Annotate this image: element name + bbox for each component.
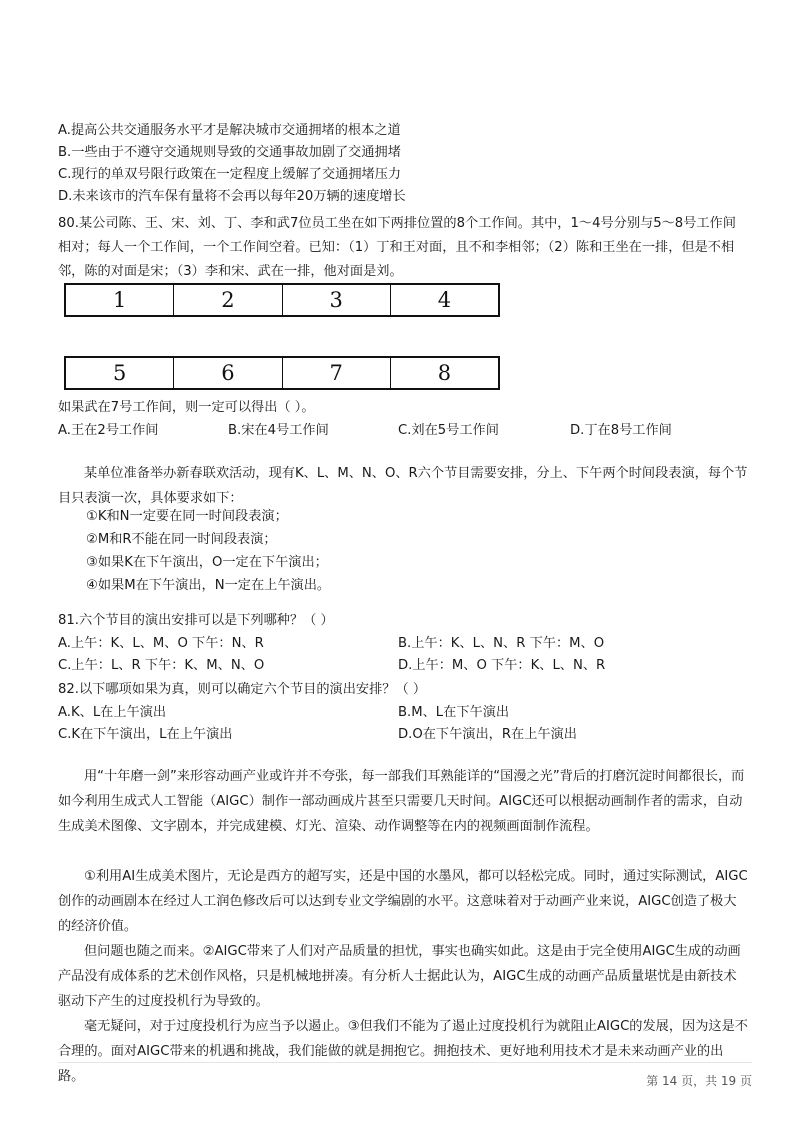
seat-cell: 2 xyxy=(174,285,282,315)
q80-option-c: C.刘在5号工作间 xyxy=(398,423,499,438)
seat-cell: 5 xyxy=(66,358,174,388)
seat-cell: 4 xyxy=(437,288,452,312)
q82-stem: 82.以下哪项如果为真，则可以确定六个节目的演出安排？（ ） xyxy=(58,682,427,697)
passage2-rule-3: ③如果K在下午演出，O一定在下午演出； xyxy=(86,555,328,570)
q81-option-d: D.上午：M、O 下午：K、L、N、R xyxy=(398,658,606,673)
q79-option-a: A.提高公共交通服务水平才是解决城市交通拥堵的根本之道 xyxy=(58,123,401,138)
seat-cell: 3 xyxy=(283,285,391,315)
q80-option-d: D.丁在8号工作间 xyxy=(570,423,672,438)
passage2-intro: 某单位准备举办新春联欢活动，现有K、L、M、N、O、R六个节目需要安排，分上、下午两个时间段表演，每个节目只表演一次，具体要求如下： xyxy=(58,466,748,506)
q81-option-b: B.上午：K、L、N、R 下午：M、O xyxy=(398,636,605,651)
passage2-rule-4: ④如果M在下午演出，N一定在上午演出。 xyxy=(86,578,331,593)
q81-option-c: C.上午：L、R 下午：K、M、N、O xyxy=(58,658,265,673)
passage3-paragraph-3: 但问题也随之而来。②AIGC带来了人们对产品质量的担忧，事实也确实如此。这是由于完全使用AIGC生成的动画产品没有成体系的艺术创作风格，只是机械地拼凑。有分析人士据此认为，AIGC生成的动画产品质量堪忧是由新技术驱动下产生的过度投机行为导致的。 xyxy=(58,944,741,1009)
seat-row-back xyxy=(64,356,500,390)
q82-option-b: B.M、L在下午演出 xyxy=(398,705,510,720)
q80-option-a: A.王在2号工作间 xyxy=(58,423,159,438)
passage3-paragraph-1: 用“十年磨一剑”来形容动画产业或许并不夸张，每一部我们耳熟能详的“国漫之光”背后的打磨沉淀时间都很长，而如今利用生成式人工智能（AIGC）制作一部动画成片甚至只需要几天时间。AIGC还可以根据动画制作者的需求，自动生成美术图像、文字剧本，并完成建模、灯光、渲染、动作调整等在内的视频画面制作流程。 xyxy=(58,769,745,834)
q80-stem: 80.某公司陈、王、宋、刘、丁、李和武7位员工坐在如下两排位置的8个工作间。其中，1～4号分别与5～8号工作间相对；每人一个工作间，一个工作间空着。已知：（1）丁和王对面，且不和李相邻；（2）陈和王坐在一排，但是不相邻，陈的对面是宋；（3）李和宋、武在一排，他对面是刘。 xyxy=(58,216,736,279)
q79-option-b: B.一些由于不遵守交通规则导致的交通事故加剧了交通拥堵 xyxy=(58,145,401,160)
q79-option-d: D.未来该市的汽车保有量将不会再以每年20万辆的速度增长 xyxy=(58,189,406,204)
q82-option-d: D.O在下午演出，R在上午演出 xyxy=(398,727,577,742)
q81-option-a: A.上午：K、L、M、O 下午：N、R xyxy=(58,636,264,651)
seat-cell: 8 xyxy=(437,361,452,385)
seat-cell: 6 xyxy=(174,358,282,388)
q82-option-c: C.K在下午演出，L在上午演出 xyxy=(58,727,233,742)
q80-option-b: B.宋在4号工作间 xyxy=(228,423,329,438)
q79-option-c: C.现行的单双号限行政策在一定程度上缓解了交通拥堵压力 xyxy=(58,167,402,182)
passage2-rule-1: ①K和N一定要在同一时间段表演； xyxy=(86,509,288,524)
q81-stem: 81.六个节目的演出安排可以是下列哪种？（ ） xyxy=(58,613,334,628)
q82-option-a: A.K、L在上午演出 xyxy=(58,705,167,720)
seat-cell: 7 xyxy=(283,358,391,388)
footer-divider xyxy=(58,1062,752,1063)
passage3-paragraph-4: 毫无疑问，对于过度投机行为应当予以遏止。③但我们不能为了遏止过度投机行为就阻止AIGC的发展，因为这是不合理的。面对AIGC带来的机遇和挑战，我们能做的就是拥抱它。拥抱技术、更好地利用技术才是未来动画产业的出路。 xyxy=(58,1019,748,1084)
seat-cell: 1 xyxy=(66,285,174,315)
seat-row-front xyxy=(64,283,500,317)
q80-question: 如果武在7号工作间，则一定可以得出（ ）。 xyxy=(58,400,315,415)
passage2-rule-2: ②M和R不能在同一时间段表演； xyxy=(86,532,277,547)
page-number: 第 14 页，共 19 页 xyxy=(646,1074,752,1088)
passage3-paragraph-2: ①利用AI生成美术图片，无论是西方的超写实，还是中国的水墨风，都可以轻松完成。同时，通过实际测试，AIGC创作的动画剧本在经过人工润色修改后可以达到专业文学编剧的水平。这意味着对于动画产业来说，AIGC创造了极大的经济价值。 xyxy=(58,869,748,934)
